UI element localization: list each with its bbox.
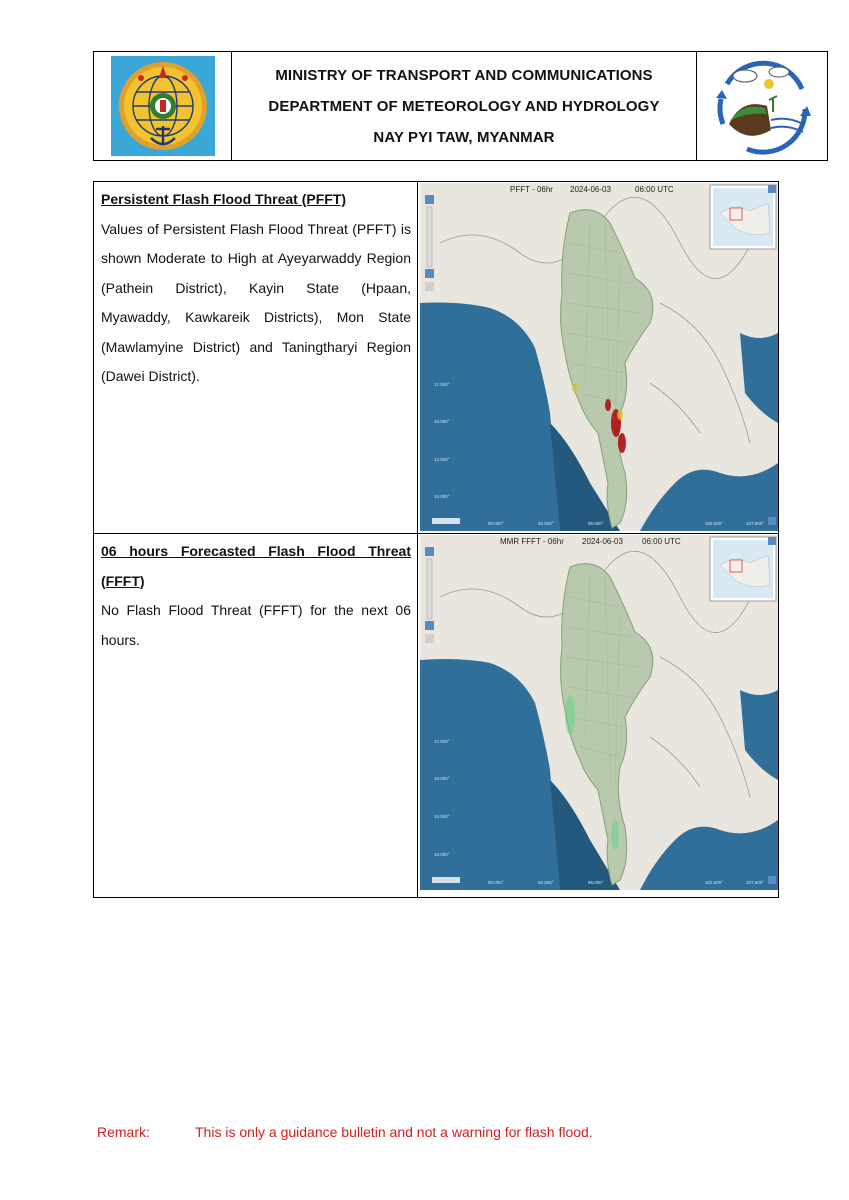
- lat-label: 10.000°: [434, 852, 450, 857]
- ffft-title: 06 hours Forecasted Flash Flood Threat (FFFT): [101, 543, 411, 589]
- department-title: DEPARTMENT OF METEOROLOGY AND HYDROLOGY: [268, 97, 660, 115]
- ministry-title: MINISTRY OF TRANSPORT AND COMMUNICATIONS: [275, 66, 653, 84]
- lat-label: 10.000°: [434, 494, 450, 499]
- pfft-map-cell: [420, 183, 778, 531]
- lon-label: 97.500°: [630, 521, 646, 526]
- lon-label: 97.500°: [630, 880, 646, 885]
- remark-label: Remark:: [97, 1124, 150, 1140]
- lon-label: 107.500°: [746, 880, 765, 885]
- lat-label: 17.500°: [434, 739, 450, 744]
- remark: [97, 1124, 593, 1140]
- lat-label: 15.000°: [434, 776, 450, 781]
- lon-label: 102.500°: [705, 521, 724, 526]
- hydrological-cycle-icon: [707, 54, 817, 158]
- right-logo-cell: [697, 52, 827, 160]
- pfft-description: Values of Persistent Flash Flood Threat (PFFT) is shown Moderate to High at Ayeyarwaddy Region (Pathein District), Kayin State (Hpaan, Myawaddy, Kawkareik Districts), Mon State (Mawlamyine District) and Taningtharyi Region (Dawei District).: [101, 220, 411, 384]
- lat-label: 12.500°: [434, 457, 450, 462]
- location-title: NAY PYI TAW, MYANMAR: [373, 128, 555, 146]
- lon-label: 92.500°: [538, 521, 554, 526]
- lat-label: 17.500°: [434, 382, 450, 387]
- pfft-title: Persistent Flash Flood Threat (PFFT): [101, 191, 347, 207]
- pfft-text-cell: [94, 182, 418, 533]
- remark-text: This is only a guidance bulletin and not a warning for flash flood.: [195, 1124, 593, 1140]
- ffft-map-time: 06:00 UTC: [642, 537, 681, 546]
- lon-label: 92.500°: [538, 880, 554, 885]
- ffft-text-cell: [94, 534, 418, 897]
- letterhead-titles: [232, 52, 697, 160]
- lat-label: 12.500°: [434, 814, 450, 819]
- pfft-map[interactable]: [420, 183, 778, 531]
- lon-label: 95.000°: [588, 521, 604, 526]
- ffft-map-date: 2024-06-03: [582, 537, 623, 546]
- ffft-map[interactable]: [420, 535, 778, 890]
- ffft-map-product: MMR FFFT - 06hr: [500, 537, 564, 546]
- lon-label: 102.500°: [705, 880, 724, 885]
- left-logo-cell: [94, 52, 232, 160]
- ffft-description: No Flash Flood Threat (FFFT) for the next 06 hours.: [101, 602, 411, 648]
- ffft-map-cell: [420, 535, 778, 890]
- lon-label: 107.500°: [746, 521, 765, 526]
- pfft-map-product: PFFT - 06hr: [510, 185, 553, 194]
- lon-label: 95.000°: [588, 880, 604, 885]
- pfft-row: [94, 182, 778, 534]
- ffft-row: [94, 534, 778, 897]
- lon-label: 90.000°: [488, 880, 504, 885]
- pfft-map-time: 06:00 UTC: [635, 185, 674, 194]
- pfft-map-date: 2024-06-03: [570, 185, 611, 194]
- lon-label: 90.000°: [488, 521, 504, 526]
- lat-label: 15.000°: [434, 419, 450, 424]
- flood-threat-table: [93, 181, 779, 898]
- dmh-emblem-icon: [111, 56, 215, 156]
- letterhead: [93, 51, 828, 161]
